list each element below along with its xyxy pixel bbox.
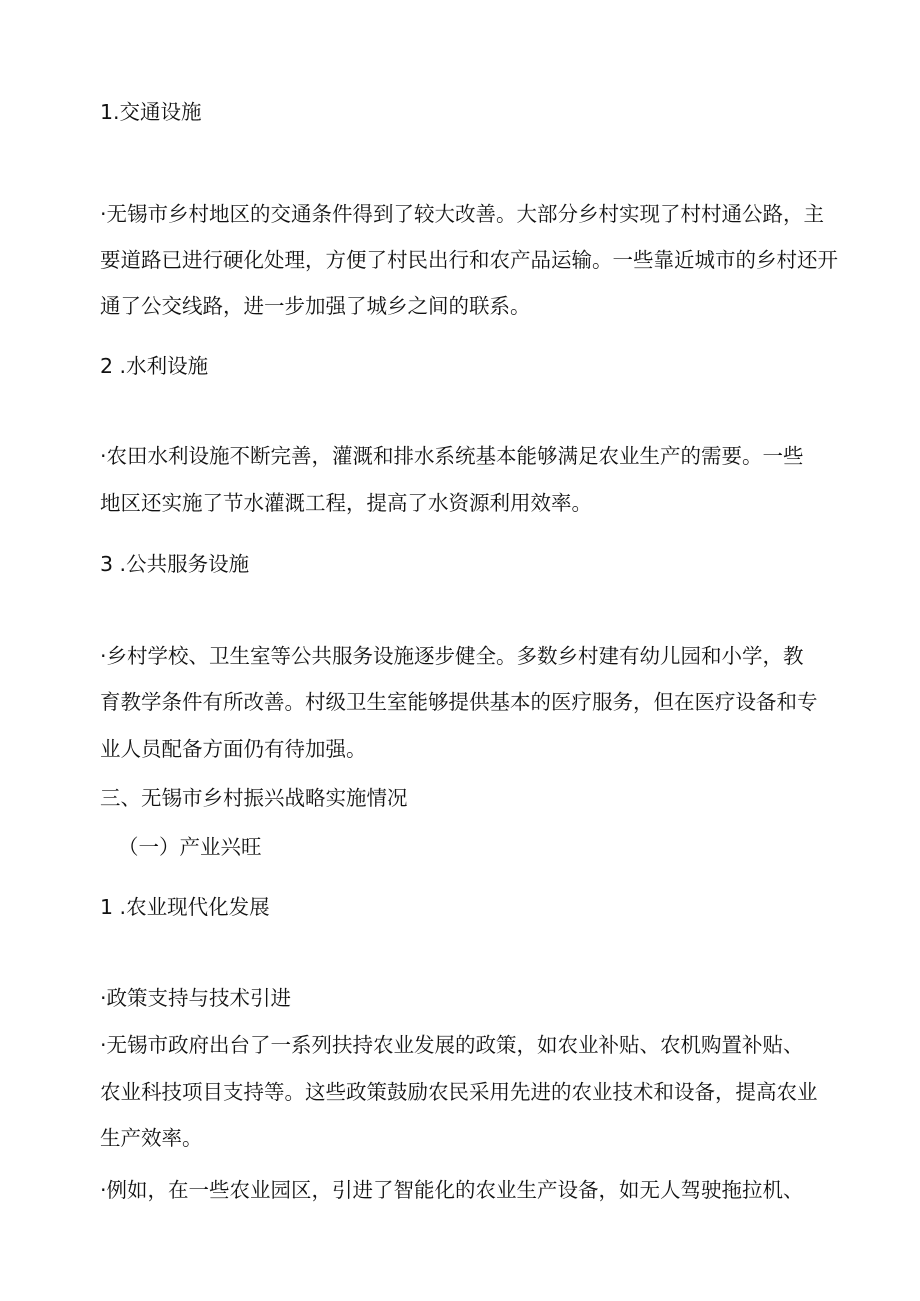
paragraph-policy-line-3: 生产效率。: [100, 1126, 203, 1150]
subsection-title: （一）产业兴旺: [118, 835, 262, 859]
paragraph-policy-line-1: ·无锡市政府出台了一系列扶持农业发展的政策，如农业补贴、农机购置补贴、: [100, 1033, 804, 1057]
heading-water: 2 .水利设施: [100, 354, 209, 378]
heading-transport: 1.交通设施: [100, 100, 202, 124]
paragraph-water-line-1: ·农田水利设施不断完善，灌溉和排水系统基本能够满足农业生产的需要。一些: [100, 444, 804, 468]
paragraph-water-line-2: 地区还实施了节水灌溉工程，提高了水资源利用效率。: [100, 491, 592, 515]
heading-agri-modernization: 1 .农业现代化发展: [100, 895, 270, 919]
paragraph-public-line-2: 育教学条件有所改善。村级卫生室能够提供基本的医疗服务，但在医疗设备和专: [100, 690, 818, 714]
paragraph-public-line-1: ·乡村学校、卫生室等公共服务设施逐步健全。多数乡村建有幼儿园和小学，教: [100, 644, 804, 668]
heading-public-services: 3 .公共服务设施: [100, 552, 250, 576]
paragraph-policy-line-2: 农业科技项目支持等。这些政策鼓励农民采用先进的农业技术和设备，提高农业: [100, 1080, 818, 1104]
paragraph-public-line-3: 业人员配备方面仍有待加强。: [100, 737, 367, 761]
paragraph-example-line-1: ·例如，在一些农业园区，引进了智能化的农业生产设备，如无人驾驶拖拉机、: [100, 1178, 804, 1202]
bullet-policy: ·政策支持与技术引进: [100, 986, 292, 1010]
section-title: 三、无锡市乡村振兴战略实施情况: [100, 786, 408, 810]
paragraph-transport-line-1: ·无锡市乡村地区的交通条件得到了较大改善。大部分乡村实现了村村通公路，主: [100, 202, 825, 226]
paragraph-transport-line-3: 通了公交线路，进一步加强了城乡之间的联系。: [100, 294, 531, 318]
paragraph-transport-line-2: 要道路已进行硬化处理，方便了村民出行和农产品运输。一些靠近城市的乡村还开: [100, 248, 838, 272]
